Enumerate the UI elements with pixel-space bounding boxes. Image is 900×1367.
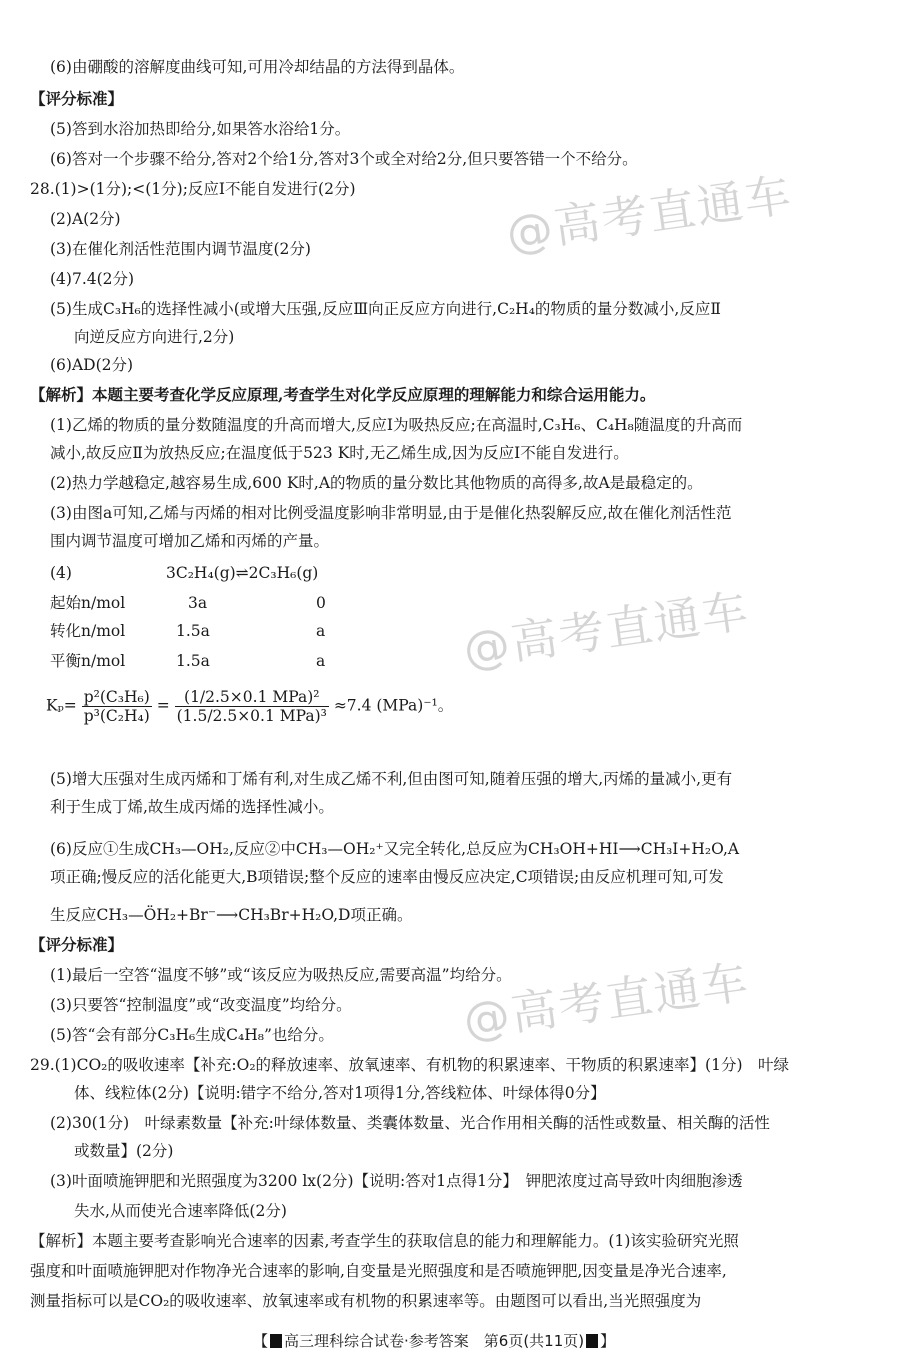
- analysis-heading: 【解析】本题主要考查化学反应原理,考查学生对化学反应原理的理解能力和综合运用能力。: [30, 385, 656, 404]
- table-cell: 3a: [188, 594, 208, 612]
- footer-text: 高三理科综合试卷·参考答案 第6页(共11页): [284, 1332, 585, 1350]
- black-block-icon: [586, 1334, 598, 1348]
- text-line: (6)AD(2分): [50, 356, 134, 374]
- text-line: (2)热力学越稳定,越容易生成,600 K时,A的物质的量分数比其他物质的高得多,故A是最稳定的。: [50, 474, 703, 492]
- text-line: (3)叶面喷施钾肥和光照强度为3200 lx(2分)【说明:答对1点得1分】 钾肥浓度过高导致叶肉细胞渗透: [50, 1172, 743, 1190]
- text-line: 利于生成丁烯,故生成丙烯的选择性减小。: [50, 798, 334, 816]
- footer-bracket: 【: [253, 1332, 269, 1350]
- fraction-numerator: (1/2.5×0.1 MPa)²: [175, 688, 329, 707]
- watermark: @高考直通车: [460, 583, 753, 677]
- text-line: (2)30(1分) 叶绿素数量【补充:叶绿体数量、类囊体数量、光合作用相关酶的活性或数量、相关酶的活性: [50, 1114, 770, 1132]
- text-line: 测量指标可以是CO₂的吸收速率、放氧速率或有机物的积累速率等。由题图可以看出,当光照强度为: [30, 1292, 702, 1310]
- equals-sign: =: [156, 696, 170, 715]
- fraction-denominator: (1.5/2.5×0.1 MPa)³: [176, 707, 327, 725]
- section-heading: 【评分标准】: [30, 89, 124, 108]
- text-line: (5)答到水浴加热即给分,如果答水浴给1分。: [50, 120, 351, 138]
- text-line: (5)生成C₃H₆的选择性减小(或增大压强,反应Ⅲ向正反应方向进行,C₂H₄的物质的量分数减小,反应Ⅱ: [50, 300, 721, 318]
- table-row-label: 平衡n/mol: [50, 652, 126, 670]
- question-number-line: 29.(1)CO₂的吸收速率【补充:O₂的释放速率、放氧速率、有机物的积累速率、干物质的积累速率】(1分) 叶绿: [30, 1056, 789, 1074]
- table-row-label: 起始n/mol: [50, 594, 126, 612]
- kp-symbol: Kₚ=: [46, 696, 77, 715]
- text-line: 减小,故反应Ⅱ为放热反应;在温度低于523 K时,无乙烯生成,因为反应Ⅰ不能自发进行。: [50, 444, 629, 462]
- pressure-fraction: [82, 688, 152, 725]
- text-line: 失水,从而使光合速率降低(2分): [74, 1202, 287, 1220]
- text-line: (5)增大压强对生成丙烯和丁烯有利,对生成乙烯不利,但由图可知,随着压强的增大,丙烯的量减小,更有: [50, 770, 733, 788]
- text-line: (6)由硼酸的溶解度曲线可知,可用冷却结晶的方法得到晶体。: [50, 58, 465, 76]
- text-line: (6)反应①生成CH₃—OH₂,反应②中CH₃—OH₂⁺又完全转化,总反应为CH₃OH+HI⟶CH₃I+H₂O,A: [50, 840, 740, 858]
- text-line: (4)7.4(2分): [50, 270, 135, 288]
- text-line: 强度和叶面喷施钾肥对作物净光合速率的影响,自变量是光照强度和是否喷施钾肥,因变量是净光合速率,: [30, 1262, 727, 1280]
- table-row-label: 转化n/mol: [50, 622, 126, 640]
- text-line: 或数量】(2分): [74, 1142, 174, 1160]
- watermark: @高考直通车: [460, 954, 753, 1048]
- table-cell: 0: [316, 594, 326, 612]
- table-cell: a: [316, 622, 326, 640]
- text-line: 向逆反应方向进行,2分): [74, 328, 235, 346]
- table-cell: 1.5a: [176, 622, 210, 640]
- text-line: (5)答“会有部分C₃H₆生成C₄H₈”也给分。: [50, 1026, 334, 1044]
- analysis-paragraph: 【解析】本题主要考查影响光合速率的因素,考查学生的获取信息的能力和理解能力。(1)该实验研究光照: [30, 1232, 739, 1250]
- question-number-line: 28.(1)>(1分);<(1分);反应Ⅰ不能自发进行(2分): [30, 180, 356, 198]
- text-line: (1)最后一空答“温度不够”或“该反应为吸热反应,需要高温”均给分。: [50, 966, 512, 984]
- fraction-numerator: p²(C₃H₆): [83, 688, 150, 706]
- page-footer: [253, 1330, 615, 1351]
- text-line: (2)A(2分): [50, 210, 121, 228]
- text-line: (6)答对一个步骤不给分,答对2个给1分,答对3个或全对给2分,但只要答错一个不给分。: [50, 150, 638, 168]
- text-line: (3)由图a可知,乙烯与丙烯的相对比例受温度影响非常明显,由于是催化热裂解反应,故在催化剂活性范: [50, 504, 732, 522]
- text-line: (3)在催化剂活性范围内调节温度(2分): [50, 240, 311, 258]
- kp-result: ≈7.4 (MPa)⁻¹。: [333, 696, 454, 715]
- table-cell: 1.5a: [176, 652, 210, 670]
- text-line: (1)乙烯的物质的量分数随温度的升高而增大,反应Ⅰ为吸热反应;在高温时,C₃H₆、C₄H₈随温度的升高而: [50, 416, 743, 434]
- text-line: 围内调节温度可增加乙烯和丙烯的产量。: [50, 532, 330, 550]
- value-fraction: [175, 688, 329, 725]
- black-block-icon: [270, 1334, 282, 1348]
- watermark: @高考直通车: [503, 167, 796, 261]
- text-line: 生反应CH₃—ÖH₂+Br⁻⟶CH₃Br+H₂O,D项正确。: [50, 906, 413, 924]
- fraction-denominator: p³(C₂H₄): [83, 707, 150, 725]
- text-line: 体、线粒体(2分)【说明:错字不给分,答对1项得1分,答线粒体、叶绿体得0分】: [74, 1084, 606, 1102]
- reaction-equation: 3C₂H₄(g)⇌2C₃H₆(g): [166, 564, 319, 582]
- table-label: (4): [50, 564, 72, 582]
- text-line: (3)只要答“控制温度”或“改变温度”均给分。: [50, 996, 352, 1014]
- section-heading: 【评分标准】: [30, 935, 124, 954]
- table-cell: a: [316, 652, 326, 670]
- kp-formula: [46, 688, 453, 725]
- text-line: 项正确;慢反应的活化能更大,B项错误;整个反应的速率由慢反应决定,C项错误;由反应机理可知,可发: [50, 868, 724, 886]
- footer-bracket: 】: [600, 1332, 616, 1350]
